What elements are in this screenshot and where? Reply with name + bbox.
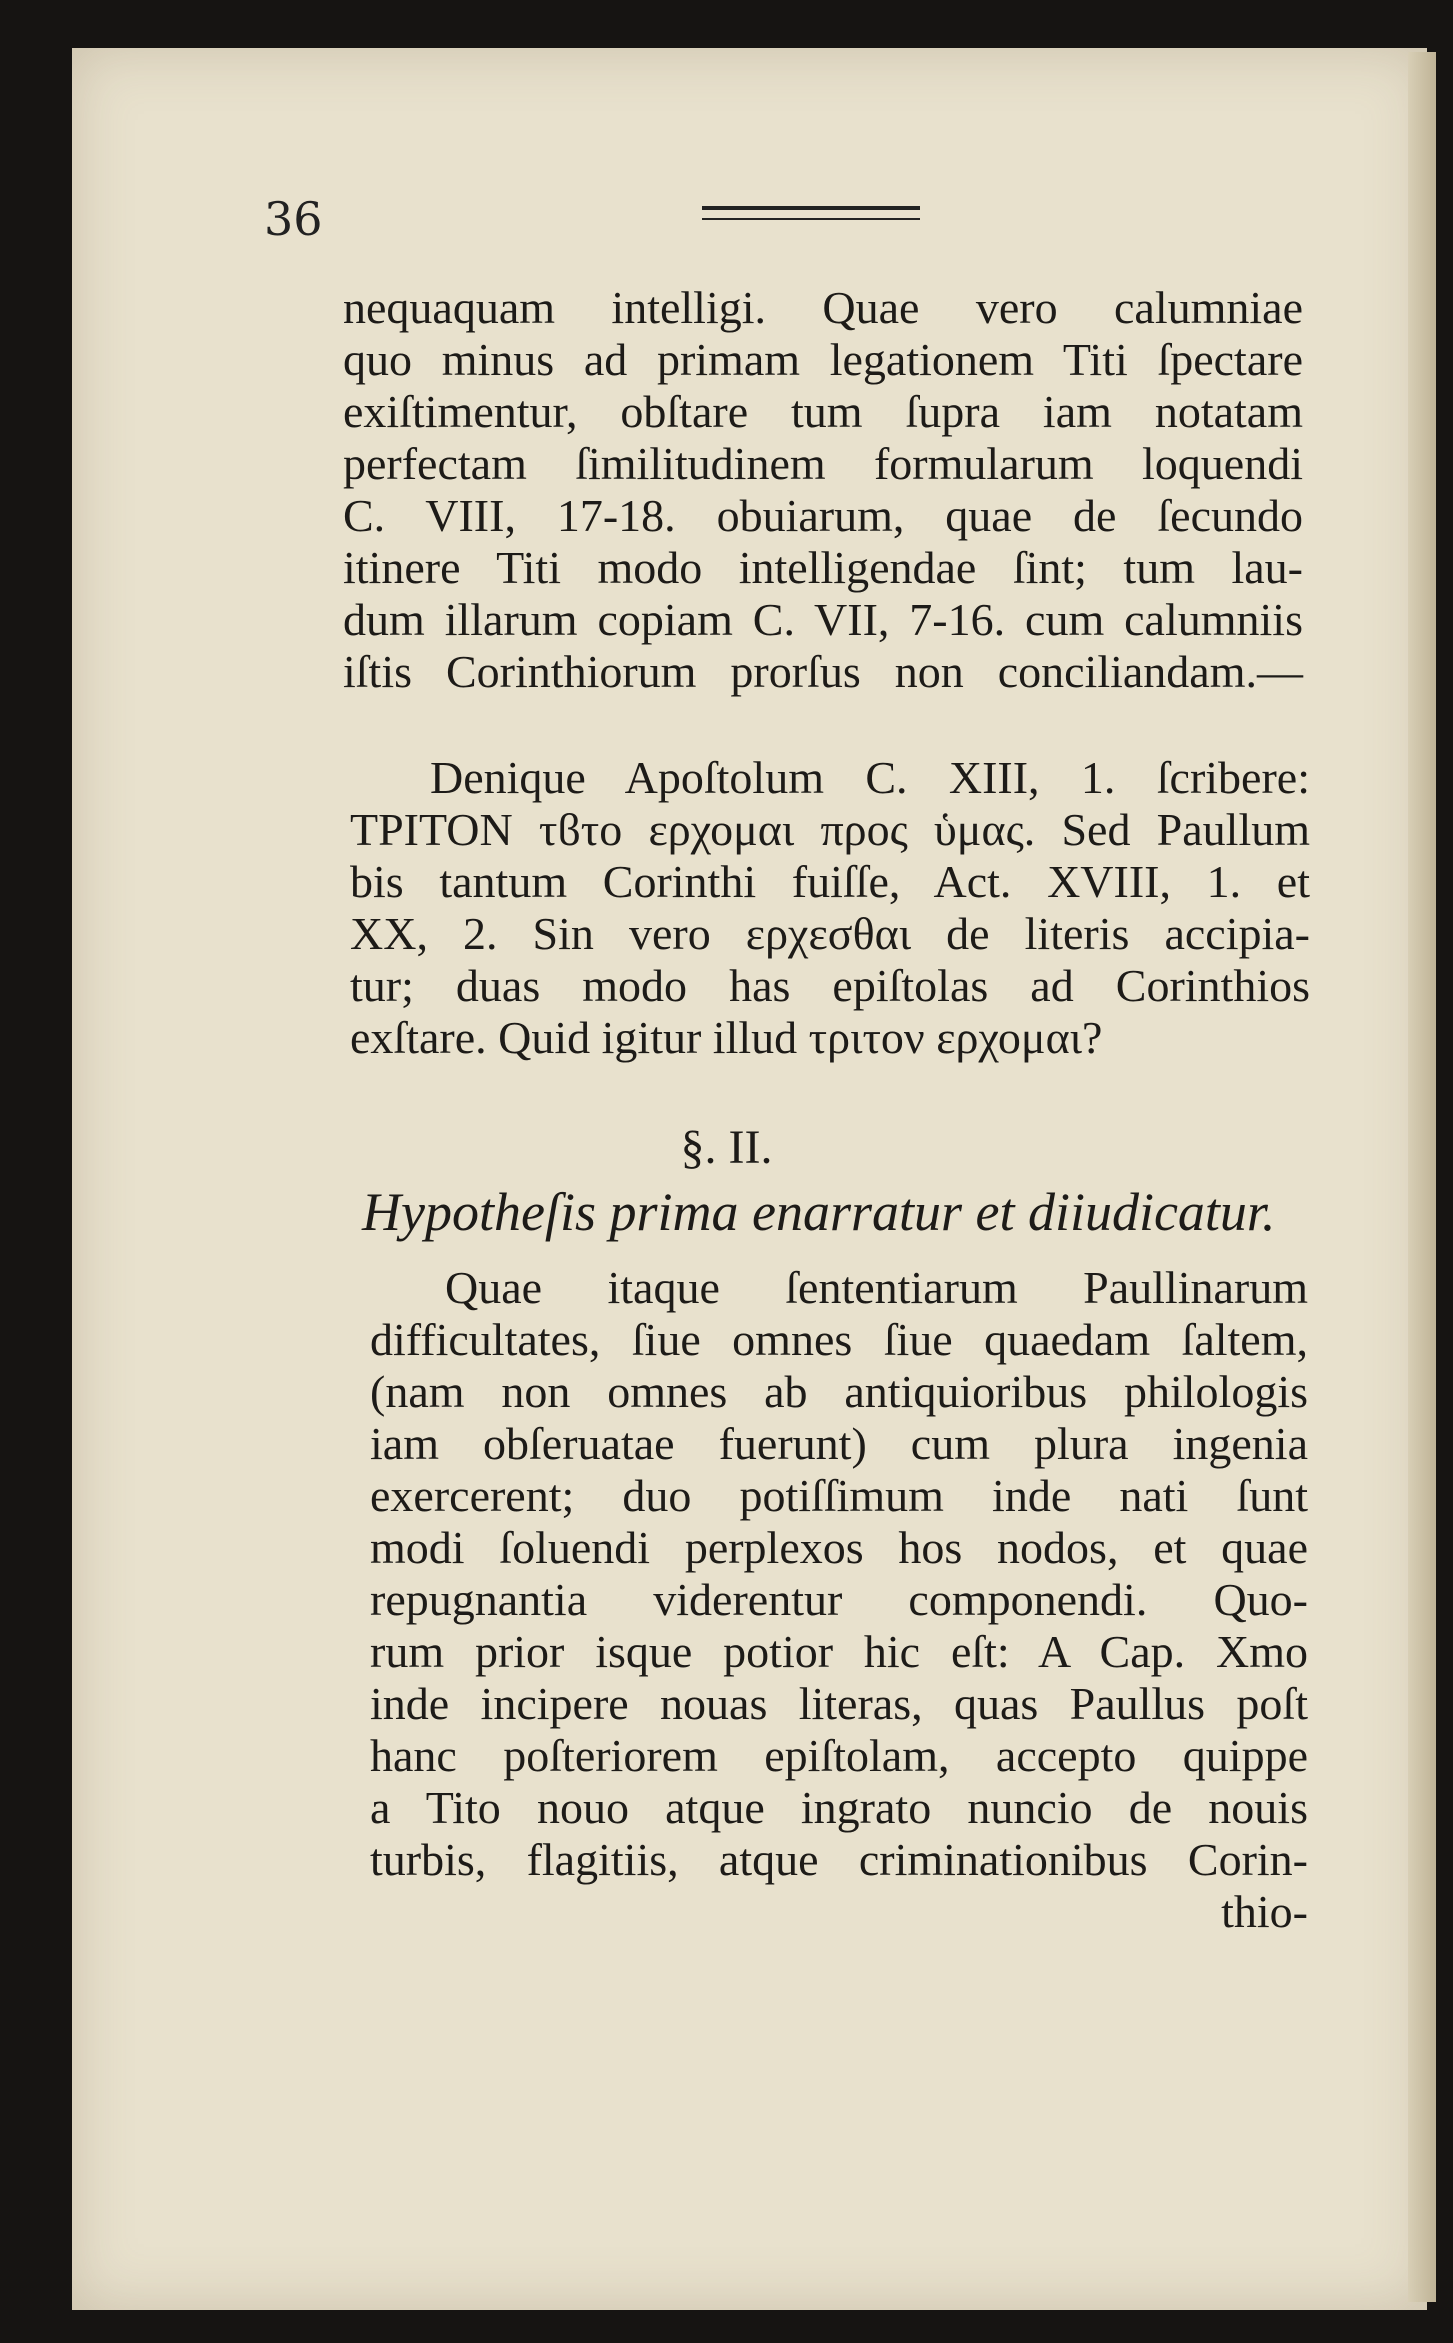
catchword: thio- xyxy=(1221,1886,1308,1937)
paragraph-1 xyxy=(343,282,1303,698)
text-line: difficultates, ſiue omnes ſiue quaedam ſaltem, xyxy=(370,1314,1308,1365)
text-line: perfectam ſimilitudinem formularum loquendi xyxy=(343,438,1303,489)
text-line: XX, 2. Sin vero ερχεσθαι de literis accipia- xyxy=(350,908,1310,959)
text-line: turbis, flagitiis, atque criminationibus Corin- xyxy=(370,1834,1308,1885)
paragraph-3 xyxy=(370,1262,1308,1938)
text-line: dum illarum copiam C. VII, 7-16. cum calumniis xyxy=(343,594,1303,645)
text-line: iſtis Corinthiorum prorſus non conciliandam.— xyxy=(343,646,1303,697)
text-line: a Tito nouo atque ingrato nuncio de nouis xyxy=(370,1782,1308,1833)
text-line: exercerent; duo potiſſimum inde nati ſunt xyxy=(370,1470,1308,1521)
text-line: rum prior isque potior hic eſt: A Cap. Xmo xyxy=(370,1626,1308,1677)
paragraph-2 xyxy=(350,752,1310,1064)
section-mark: §. II. xyxy=(680,1121,773,1174)
text-line: (nam non omnes ab antiquioribus philologis xyxy=(370,1366,1308,1417)
text-line: C. VIII, 17-18. obuiarum, quae de ſecundo xyxy=(343,490,1303,541)
page-edge xyxy=(1408,52,1436,2302)
text-line: inde incipere nouas literas, quas Paullus poſt xyxy=(370,1678,1308,1729)
text-line: exſtare. Quid igitur illud τριτον ερχομαι? xyxy=(350,1012,1103,1063)
text-line: quo minus ad primam legationem Titi ſpectare xyxy=(343,334,1303,385)
page-number: 36 xyxy=(264,192,323,246)
text-line: exiſtimentur, obſtare tum ſupra iam notatam xyxy=(343,386,1303,437)
text-line: itinere Titi modo intelligendae ſint; tum lau- xyxy=(343,542,1303,593)
text-line: Quae itaque ſententiarum Paullinarum xyxy=(445,1262,1308,1313)
text-line: hanc poſteriorem epiſtolam, accepto quippe xyxy=(370,1730,1308,1781)
text-line: iam obſeruatae fuerunt) cum plura ingenia xyxy=(370,1418,1308,1469)
text-line: nequaquam intelligi. Quae vero calumniae xyxy=(343,282,1303,333)
text-line: modi ſoluendi perplexos hos nodos, et quae xyxy=(370,1522,1308,1573)
text-line: ΤΡΙΤΟΝ τϐτο ερχομαι προς ὑμας. Sed Paullum xyxy=(350,804,1310,855)
text-line: repugnantia viderentur componendi. Quo- xyxy=(370,1574,1308,1625)
text-line: tur; duas modo has epiſtolas ad Corinthios xyxy=(350,960,1310,1011)
section-heading: Hypotheſis prima enarratur et diiudicatur. xyxy=(362,1182,1276,1242)
header-rule xyxy=(702,206,920,220)
text-line: bis tantum Corinthi fuiſſe, Act. XVIII, 1. et xyxy=(350,856,1310,907)
text-line: Denique Apoſtolum C. XIII, 1. ſcribere: xyxy=(430,752,1310,803)
